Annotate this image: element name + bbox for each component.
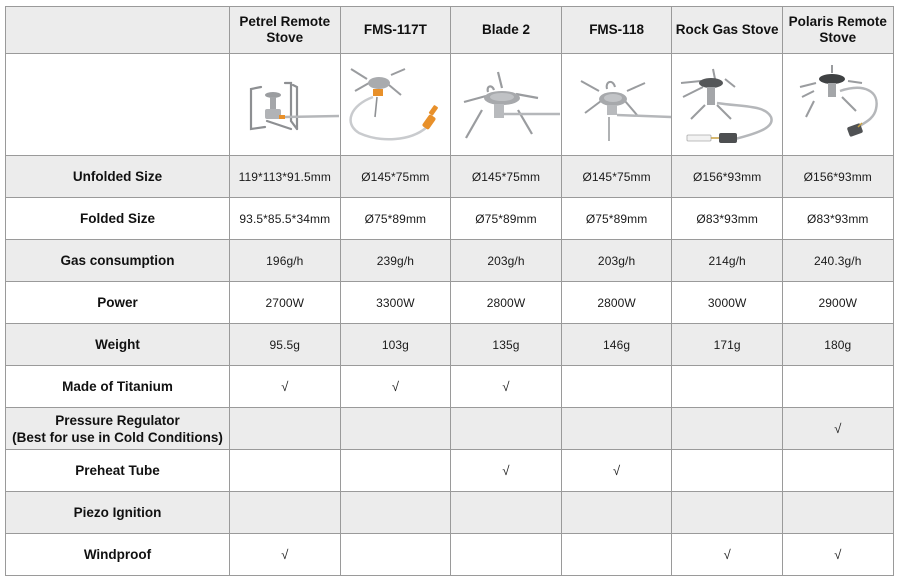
check-mark-icon: √ <box>672 534 783 576</box>
product-name-polaris: Polaris Remote Stove <box>782 7 893 54</box>
row-label-weight: Weight <box>6 324 230 366</box>
cell-value: Ø75*89mm <box>451 198 562 240</box>
cell-value: Ø83*93mm <box>672 198 783 240</box>
fms-117t-stove-image-icon <box>341 61 449 149</box>
spec-row-pressure-regulator <box>6 408 894 450</box>
row-label-piezo-ignition: Piezo Ignition <box>6 492 230 534</box>
empty-cell <box>340 534 451 576</box>
empty-cell <box>561 492 672 534</box>
empty-cell <box>451 492 562 534</box>
product-name-rock-gas: Rock Gas Stove <box>672 7 783 54</box>
polaris-remote-stove-image-icon <box>784 61 892 149</box>
empty-cell <box>672 366 783 408</box>
empty-cell <box>561 408 672 450</box>
cell-value: 2800W <box>451 282 562 324</box>
cell-value: Ø75*89mm <box>561 198 672 240</box>
check-mark-icon: √ <box>230 366 341 408</box>
check-mark-icon: √ <box>230 534 341 576</box>
product-name-fms-118: FMS-118 <box>561 7 672 54</box>
product-image-cell-fms-117t <box>340 54 451 156</box>
empty-cell <box>561 534 672 576</box>
empty-cell <box>451 408 562 450</box>
row-label-power: Power <box>6 282 230 324</box>
product-image-cell-blade-2 <box>451 54 562 156</box>
cell-value: 119*113*91.5mm <box>230 156 341 198</box>
empty-cell <box>782 366 893 408</box>
check-mark-icon: √ <box>451 366 562 408</box>
cell-value: 103g <box>340 324 451 366</box>
cell-value: 180g <box>782 324 893 366</box>
check-mark-icon: √ <box>782 534 893 576</box>
cell-value: 214g/h <box>672 240 783 282</box>
product-image-row <box>6 54 894 156</box>
cell-value: Ø145*75mm <box>451 156 562 198</box>
row-label-preheat-tube: Preheat Tube <box>6 450 230 492</box>
spec-row-power <box>6 282 894 324</box>
product-name-blade-2: Blade 2 <box>451 7 562 54</box>
fms-118-stove-image-icon <box>563 61 671 149</box>
check-mark-icon: √ <box>782 408 893 450</box>
cell-value: 135g <box>451 324 562 366</box>
empty-cell <box>672 492 783 534</box>
cell-value: 196g/h <box>230 240 341 282</box>
cell-value: 3300W <box>340 282 451 324</box>
check-mark-icon: √ <box>561 450 672 492</box>
empty-cell <box>672 450 783 492</box>
empty-cell <box>340 408 451 450</box>
spec-row-made-of-titanium <box>6 366 894 408</box>
check-mark-icon: √ <box>451 450 562 492</box>
product-name-petrel: Petrel Remote Stove <box>230 7 341 54</box>
row-label-unfolded-size: Unfolded Size <box>6 156 230 198</box>
cell-value: 171g <box>672 324 783 366</box>
cell-value: Ø83*93mm <box>782 198 893 240</box>
spec-row-windproof <box>6 534 894 576</box>
product-image-cell-polaris <box>782 54 893 156</box>
cell-value: Ø75*89mm <box>340 198 451 240</box>
spec-row-preheat-tube <box>6 450 894 492</box>
row-label-windproof: Windproof <box>6 534 230 576</box>
cell-value: 3000W <box>672 282 783 324</box>
rock-gas-stove-image-icon <box>673 61 781 149</box>
row-label-gas-consumption: Gas consumption <box>6 240 230 282</box>
cell-value: 239g/h <box>340 240 451 282</box>
empty-cell <box>782 450 893 492</box>
cell-value: 93.5*85.5*34mm <box>230 198 341 240</box>
cell-value: Ø145*75mm <box>561 156 672 198</box>
product-image-cell-petrel <box>230 54 341 156</box>
empty-cell <box>230 492 341 534</box>
row-label-pressure-regulator-line2: (Best for use in Cold Conditions) <box>12 429 223 445</box>
empty-cell <box>672 408 783 450</box>
stove-comparison-table <box>5 6 894 576</box>
empty-cell <box>340 492 451 534</box>
corner-cell <box>6 7 230 54</box>
spec-row-unfolded-size <box>6 156 894 198</box>
empty-cell <box>230 450 341 492</box>
empty-cell <box>340 450 451 492</box>
spec-row-piezo-ignition <box>6 492 894 534</box>
cell-value: 2800W <box>561 282 672 324</box>
spec-row-gas-consumption <box>6 240 894 282</box>
empty-cell <box>561 366 672 408</box>
cell-value: 203g/h <box>561 240 672 282</box>
product-name-fms-117t: FMS-117T <box>340 7 451 54</box>
row-label-folded-size: Folded Size <box>6 198 230 240</box>
row-label-pressure-regulator-line1: Pressure Regulator <box>55 412 180 428</box>
row-label-pressure-regulator <box>6 408 230 450</box>
check-mark-icon: √ <box>340 366 451 408</box>
empty-cell <box>782 492 893 534</box>
product-image-cell-fms-118 <box>561 54 672 156</box>
cell-value: Ø145*75mm <box>340 156 451 198</box>
blade-2-stove-image-icon <box>452 62 560 148</box>
spec-row-weight <box>6 324 894 366</box>
cell-value: Ø156*93mm <box>672 156 783 198</box>
spec-row-folded-size <box>6 198 894 240</box>
cell-value: 2900W <box>782 282 893 324</box>
empty-cell <box>230 408 341 450</box>
cell-value: 203g/h <box>451 240 562 282</box>
row-label-made-of-titanium: Made of Titanium <box>6 366 230 408</box>
cell-value: 146g <box>561 324 672 366</box>
product-header-row <box>6 7 894 54</box>
empty-cell <box>451 534 562 576</box>
petrel-remote-stove-image-icon <box>231 65 339 145</box>
product-image-cell-rock-gas <box>672 54 783 156</box>
cell-value: 2700W <box>230 282 341 324</box>
image-row-label-cell <box>6 54 230 156</box>
cell-value: Ø156*93mm <box>782 156 893 198</box>
cell-value: 95.5g <box>230 324 341 366</box>
cell-value: 240.3g/h <box>782 240 893 282</box>
